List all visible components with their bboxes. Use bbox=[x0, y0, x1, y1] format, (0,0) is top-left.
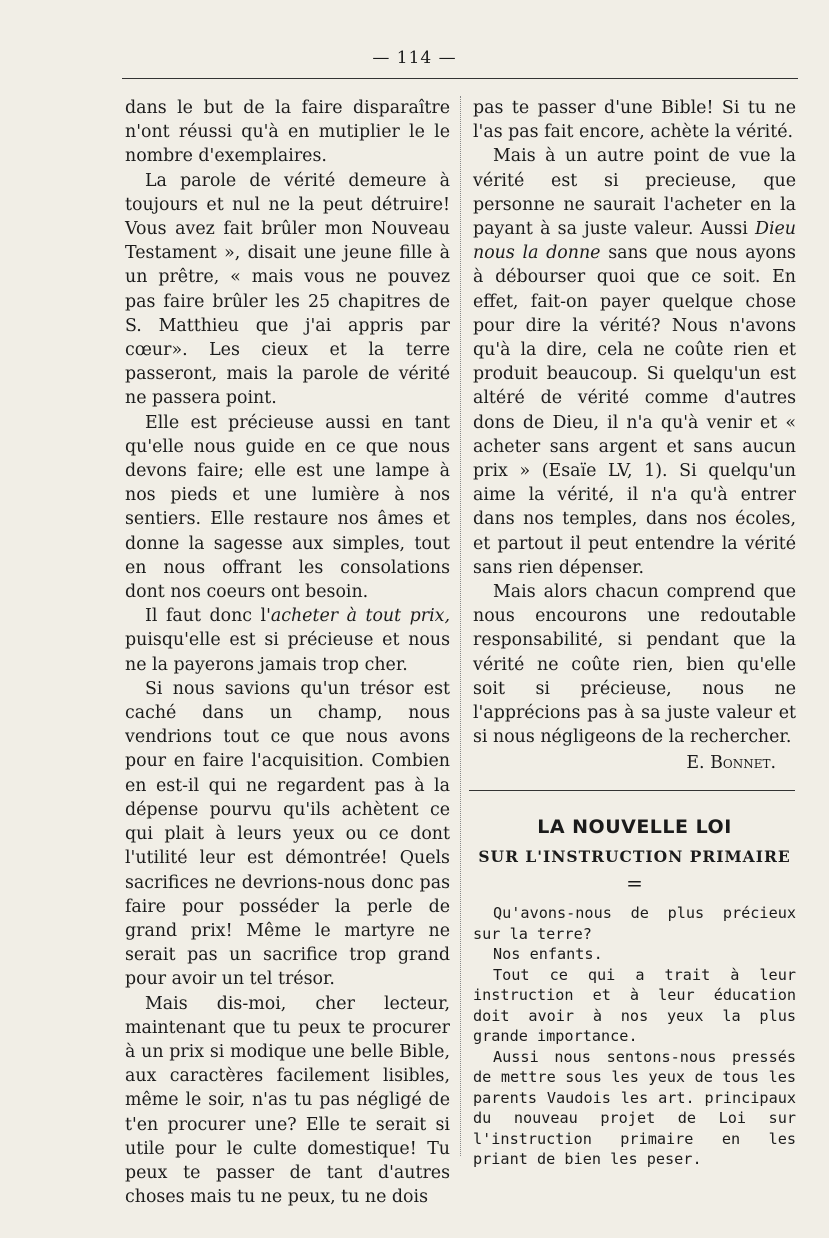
section-rule bbox=[469, 790, 795, 791]
paragraph: Mais dis-moi, cher lecteur, maintenant que tu peux te procurer à un prix si modique une belle Bible, aux caractères facilement lisibles, même le soir, n'as tu pas négligé de t'en procurer une? Elle te serait si utile pour le culte domestique! Tu peux te passer de tant d'autres choses mais tu ne peux, tu ne dois bbox=[125, 993, 450, 1208]
signature: E. Bonnet. bbox=[686, 753, 776, 774]
paragraph: Tout ce qui a trait à leur instruction et à leur éducation doit avoir à nos yeux la plus grande importance. bbox=[473, 965, 796, 1046]
paragraph: Mais alors chacun comprend que nous encourons une redoutable responsabilité, si pendant que la vérité ne coûte rien, bien qu'elle soit si précieuse, nous ne l'apprécions pas à sa juste valeur et si nous négligeons de la rechercher. bbox=[473, 582, 796, 748]
text-run: Il faut donc l' bbox=[145, 606, 271, 627]
right-column bbox=[473, 96, 796, 1170]
paragraph: Aussi nous sentons-nous pressés de mettre sous les yeux de tous les parents Vaudois les art. principaux du nouveau projet de Loi sur l'instruction primaire en les priant de bien les peser. bbox=[473, 1047, 796, 1169]
page-number: — 114 — bbox=[372, 48, 457, 68]
left-column bbox=[125, 96, 450, 1209]
paragraph bbox=[125, 604, 450, 677]
text-run: Mais à un autre point de vue la vérité est si precieuse, que personne ne saurait l'acheter en la payant à sa juste valeur. Aussi bbox=[473, 146, 796, 240]
paragraph: La parole de vérité demeure à toujours et nul ne la peut détruire! Vous avez fait brûler mon Nouveau Testament », disait une jeune fille à un prêtre, « mais vous ne pouvez pas faire brûler les 25 chapitres de S. Matthieu que j'ai appris par cœur». Les cieux et la terre passeront, mais la parole de vérité ne passera point. bbox=[125, 170, 450, 409]
text-run: puisqu'elle est si précieuse et nous ne la payerons jamais trop cher. bbox=[125, 630, 450, 675]
new-section bbox=[473, 815, 796, 1170]
text-run: sans que nous ayons à débourser quoi que ce soit. En effet, fait-on payer quelque chose pour dire la vérité? Nous n'avons qu'à la dire, cela ne coûte rien et produit beaucoup. Si quelqu'un est altéré de vérité comme d'autres dons de Dieu, il n'a qu'à venir et « acheter sans argent et sans aucun prix » (Esaïe LV, 1). Si quelqu'un aime la vérité, il n'a qu'à entrer dans nos temples, dans nos écoles, et partout il peut entendre la vérité sans rien dépenser. bbox=[473, 243, 796, 578]
italic-text: Dieu nous la donne bbox=[473, 219, 796, 264]
paragraph: dans le but de la faire disparaître n'ont réussi qu'à en mutiplier le le nombre d'exemplaires. bbox=[125, 98, 450, 167]
column-divider bbox=[460, 96, 461, 1156]
section-title: LA NOUVELLE LOI bbox=[537, 815, 732, 838]
paragraph: Qu'avons-nous de plus précieux sur la terre? bbox=[473, 904, 796, 943]
paragraph: Elle est précieuse aussi en tant qu'elle nous guide en ce que nous devons faire; elle est une lampe à nos pieds et une lumière à nos sentiers. Elle restaure nos âmes et donne la sagesse aux simples, tout en nous offrant les consolations dont nos coeurs ont besoin. bbox=[125, 412, 450, 603]
italic-text: acheter à tout prix, bbox=[270, 606, 450, 627]
header-rule bbox=[122, 78, 798, 79]
paragraph bbox=[473, 144, 796, 580]
section-divider: = bbox=[626, 871, 643, 896]
paragraph: Nos enfants. bbox=[493, 945, 603, 964]
paragraph: Si nous savions qu'un trésor est caché dans un champ, nous vendrions tout ce que nous avons pour en faire l'acquisition. Combien en est-il qui ne regardent pas à la dépense pourvu qu'ils achètent ce qui plait à leurs yeux ou ce dont l'utilité leur est démontrée! Quels sacrifices ne devrions-nous donc pas faire pour posséder la perle de grand prix! Même le martyre ne serait pas un sacrifice trop grand pour avoir un tel trésor. bbox=[125, 678, 450, 990]
paragraph: pas te passer d'une Bible! Si tu ne l'as pas fait encore, achète la vérité. bbox=[473, 98, 796, 143]
section-subtitle: SUR L'INSTRUCTION PRIMAIRE bbox=[478, 846, 791, 866]
